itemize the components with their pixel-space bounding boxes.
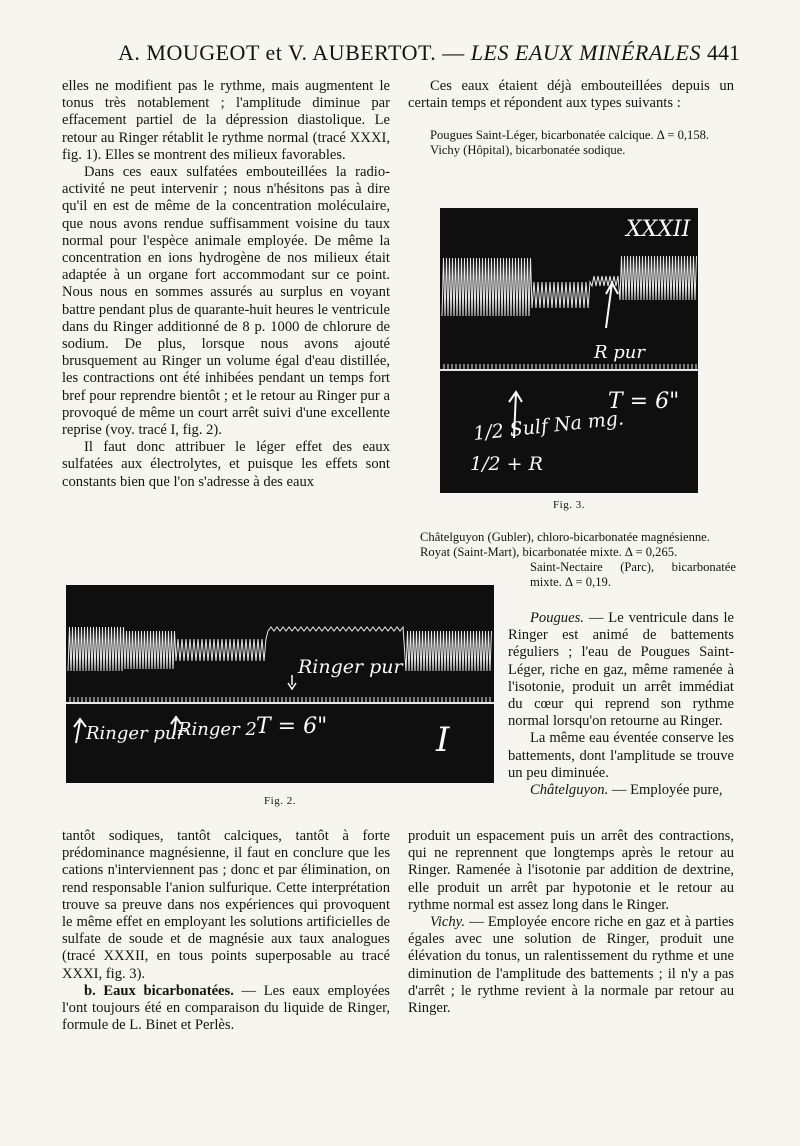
chatelguyon-intro: Châtelguyon. — Employée pure, [530,782,723,799]
figure-3-tracing [440,208,698,493]
page-number: 441 [707,40,740,65]
running-title [118,40,701,66]
figure-3-caption: Fig. 3. [553,499,585,511]
pougues-eventee-paragraph: La même eau éventée conserve les battements, dont l'amplitude se trouve un peu diminuée. [508,730,734,781]
pougues-lead: Pougues. [530,610,584,626]
header-title: LES EAUX MINÉRALES [470,40,701,65]
right-paragraph-1: Ces eaux étaient déjà embouteillées depuis un certain temps et répondent aux types suivants : [408,78,734,112]
figure-3 [440,208,698,511]
chatelguyon-paragraph: produit un espacement puis un arrêt des contractions, qui ne reprennent que longtemps après le retour au Ringer. Ramenée à l'isotonie par addition de dextrine, elle produit un arrêt par hypotonie et le retour au rythme normal est assez long dans le Ringer. [408,828,734,913]
time-label: T = 6" [256,714,328,739]
water-type-item: Saint-Nectaire (Parc), bicarbonatée mixte. Δ = 0,19. [530,560,736,589]
bicarbonate-heading: b. Eaux bicarbonatées. [84,982,234,999]
bottom-right-column [408,828,734,1017]
header-authors: A. MOUGEOT et V. AUBERTOT. [118,40,437,65]
trace-id-label: XXXII [626,217,691,242]
ringer-pur-left-label: Ringer pur [86,723,186,744]
header-dash: — [442,40,465,65]
left-paragraph-3: Il faut donc attribuer le léger effet des eaux sulfatées aux électrolytes, et puisque les effets sont constants bien que l'on s'adresse à des eaux [62,439,390,490]
fig3-water-list [420,530,736,590]
bicarbonate-paragraph: b. Eaux bicarbonatées. — Les eaux employées l'ont toujours été en comparaison du liquide de Ringer, formule de L. Binet et Perlès. [62,982,390,1034]
vichy-paragraph: Vichy. — Employée encore riche en gaz et à parties égales avec une solution de Ringer, produit une élévation du tonus, un ralentissement du rythme et une diminution de l'amplitude des battements ; il n'y a pas d'arrêt ; le rythme revient à la normale par retour au Ringer. [408,914,734,1017]
left-paragraph-1: elles ne modifient pas le rythme, mais augmentent le tonus très notablement ; l'amplitude diminue par effacement partiel de la dépression diastolique. Le retour au Ringer rétablit le rythme normal (tracé XXXI, fig. 1). Elles se montrent des milieux favorables. [62,78,390,163]
figure-2-tracing [66,585,494,783]
right-column-middle [508,610,734,799]
tracing-background [440,208,698,493]
figure-2-caption: Fig. 2. [264,795,296,807]
ringer-pur-label: Ringer pur [298,656,403,678]
trace-id-label: I [436,720,450,760]
right-column-top [408,78,734,158]
sulfate-conclusion-paragraph: tantôt sodiques, tantôt calciques, tantôt à forte prédominance magnésienne, il faut en conclure que les cations n'interviennent pas ; donc et par élimination, on rend responsable l'anion sulfurique. Cette interprétation trouve sa preuve dans nos expériences qui provoquent le même effet en employant les solutions artificielles de sulfate de soude et de magnésie aux taux analogues (tracé XXXII, en tous points superposable au tracé XXXI, fig. 3). [62,828,390,982]
ringer-half-label: Ringer 2 [178,719,257,740]
water-type-item: Pougues Saint-Léger, bicarbonatée calcique. Δ = 0,158. [430,128,710,143]
water-type-item: Châtelguyon (Gubler), chloro-bicarbonatée magnésienne. [420,530,710,544]
sulfate-label: 1/2 Sulf Na mg. [472,407,625,445]
left-paragraph-2: Dans ces eaux sulfatées embouteillées la radio-activité ne peut intervenir ; nous n'hésitons pas à dire qu'il en est de même de la concentration moléculaire, que nous avons rendue suffisamment voisine du taux normal pour l'espèce animale employée. De même la concentration en ions hydrogène de nos milieux était adaptée à un organe fort accommodant sur ce point. Nous nous en sommes assurés au surplus en voyant battre pendant plus de quarante-huit heures le ventricule dans du Ringer additionné de 8 p. 1000 de chlorure de sodium. De plus, lorsque nous avons ajouté brusquement au Ringer un volume égal d'eau distillée, les contractions ont été inhibées pendant un temps fort bref pour reprendre bientôt ; et le retour au Ringer pur a provoqué de même un court arrêt suivi d'une excellente reprise (voy. tracé I, fig. 2). [62,164,390,439]
bottom-left-column [62,828,390,1034]
running-header [60,40,740,70]
vichy-lead: Vichy. [430,914,465,931]
tracing-background [66,585,494,783]
water-type-list [408,128,734,158]
water-type-item: Royat (Saint-Mart), bicarbonatée mixte. Δ = 0,265. [420,545,678,559]
half-ringer-label: 1/2 + R [470,453,543,475]
pougues-paragraph: Pougues. — Le ventricule dans le Ringer est animé de battements réguliers ; l'eau de Pougues Saint-Léger, riche en gaz, même ramenée à l'isotonie, produit un arrêt immédiat du cœur qui reprend son rythme normal lorsqu'on retourne au Ringer. [508,610,734,730]
left-column [62,78,390,491]
chatelguyon-lead: Châtelguyon. [530,782,609,799]
water-type-item: Vichy (Hôpital), bicarbonatée sodique. [430,143,626,158]
figure-2 [66,585,494,807]
time-label: T = 6" [608,389,680,414]
ringer-pur-label: R pur [594,342,645,363]
